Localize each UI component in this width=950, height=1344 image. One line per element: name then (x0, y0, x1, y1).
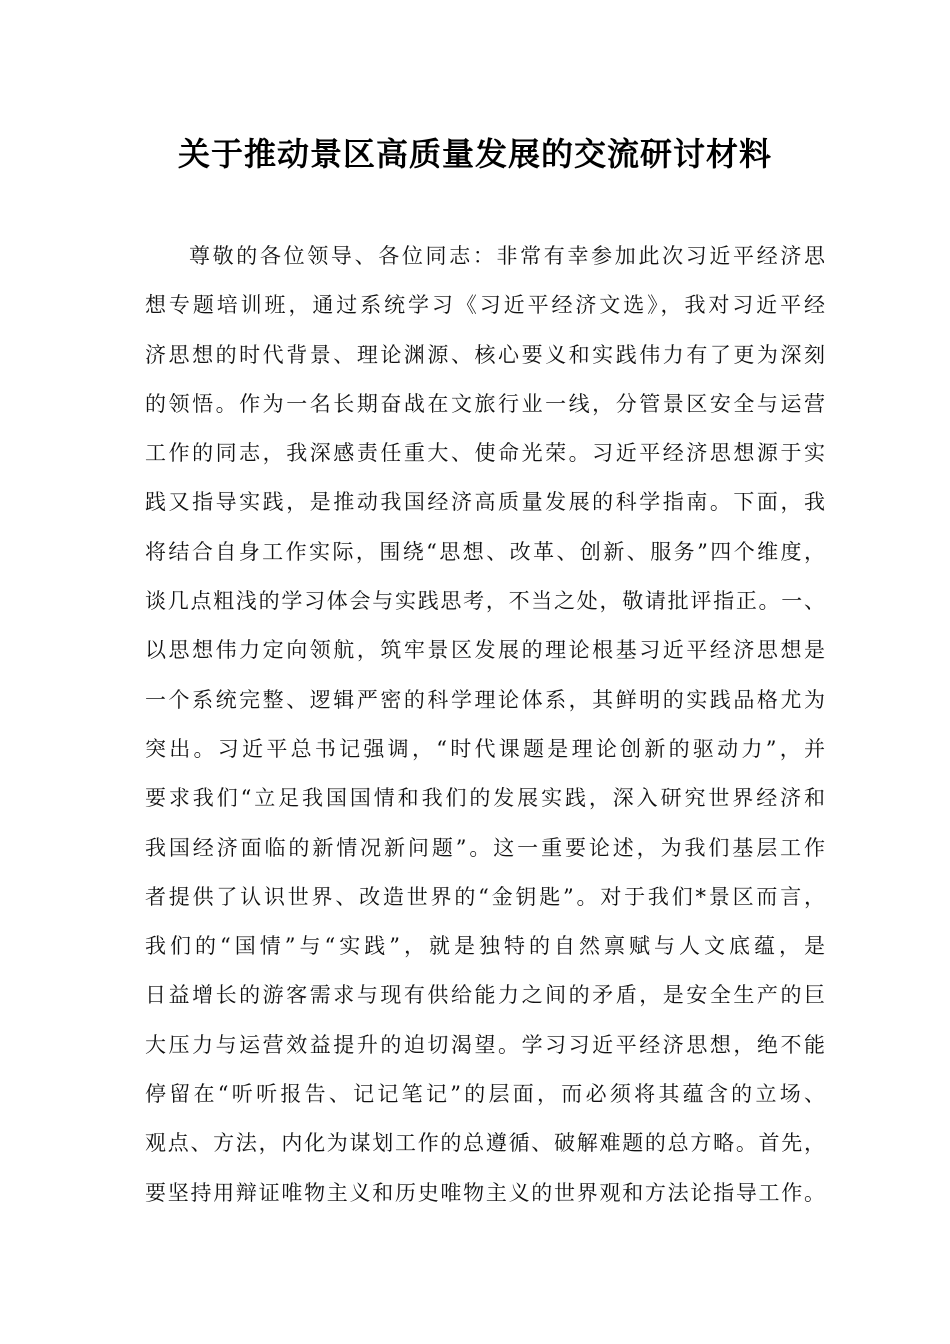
body-line: 践又指导实践，是推动我国经济高质量发展的科学指南。下面，我 (145, 490, 825, 515)
body-line: 要求我们“立足我国国情和我们的发展实践，深入研究世界经济和 (145, 786, 825, 811)
body-line: 的领悟。作为一名长期奋战在文旅行业一线，分管景区安全与运营 (145, 391, 825, 416)
body-line: 谈几点粗浅的学习体会与实践思考，不当之处，敬请批评指正。一、 (145, 589, 825, 614)
body-line: 突出。习近平总书记强调，“时代课题是理论创新的驱动力”，并 (145, 736, 825, 761)
body-line: 一个系统完整、逻辑严密的科学理论体系，其鲜明的实践品格尤为 (145, 687, 825, 712)
body-line: 工作的同志，我深感责任重大、使命光荣。习近平经济思想源于实 (145, 441, 825, 466)
body-line: 我们的“国情”与“实践”，就是独特的自然禀赋与人文底蕴，是 (145, 934, 825, 959)
body-line: 观点、方法，内化为谋划工作的总遵循、破解难题的总方略。首先， (145, 1131, 825, 1156)
body-line: 尊敬的各位领导、各位同志：非常有幸参加此次习近平经济思 (189, 244, 825, 268)
body-line: 要坚持用辩证唯物主义和历史唯物主义的世界观和方法论指导工作。 (145, 1180, 825, 1205)
body-line: 以思想伟力定向领航，筑牢景区发展的理论根基习近平经济思想是 (145, 638, 825, 663)
body-line: 停留在“听听报告、记记笔记”的层面，而必须将其蕴含的立场、 (145, 1082, 825, 1107)
body-line: 者提供了认识世界、改造世界的“金钥匙”。对于我们*景区而言， (145, 884, 825, 909)
document-title: 关于推动景区高质量发展的交流研讨材料 (177, 135, 772, 173)
body-line: 大压力与运营效益提升的迫切渴望。学习习近平经济思想，绝不能 (145, 1032, 825, 1057)
body-line: 日益增长的游客需求与现有供给能力之间的矛盾，是安全生产的巨 (145, 983, 825, 1008)
body-line: 济思想的时代背景、理论渊源、核心要义和实践伟力有了更为深刻 (145, 342, 825, 367)
body-line: 我国经济面临的新情况新问题”。这一重要论述，为我们基层工作 (145, 835, 825, 860)
document-body (145, 232, 825, 1218)
body-line: 想专题培训班，通过系统学习《习近平经济文选》，我对习近平经 (145, 293, 825, 318)
body-line: 将结合自身工作实际，围绕“思想、改革、创新、服务”四个维度， (145, 539, 825, 564)
